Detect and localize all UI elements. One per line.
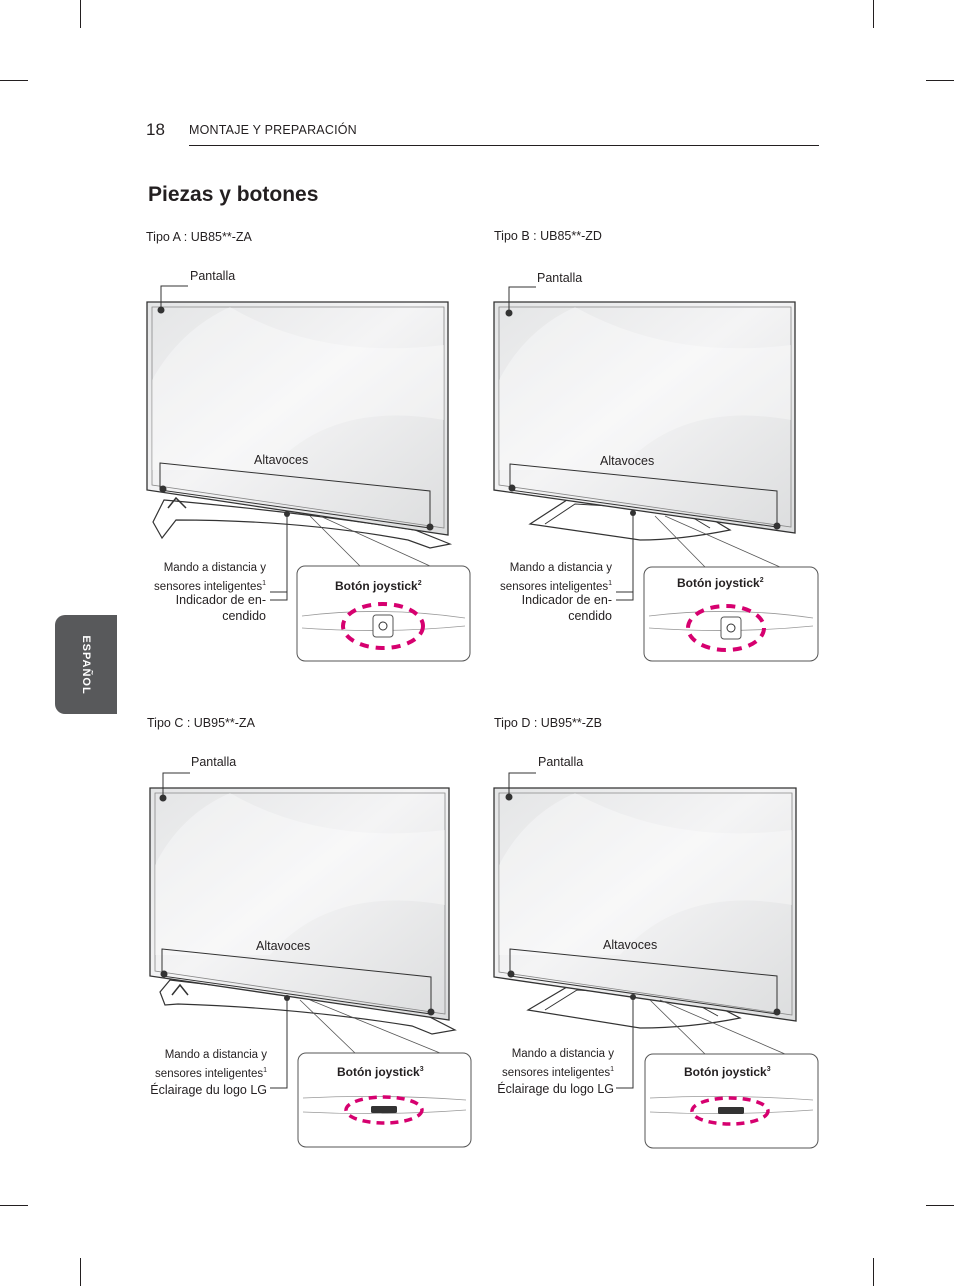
- language-tab-label: ESPAÑOL: [80, 634, 92, 695]
- power-indicator-label: Indicador de en- cendido: [175, 593, 266, 623]
- speakers-label: Altavoces: [254, 453, 309, 467]
- lg-logo-light-label: Éclairage du logo LG: [497, 1081, 614, 1096]
- screen-label: Pantalla: [190, 269, 236, 283]
- type-d-label: Tipo D : UB95**-ZB: [494, 716, 602, 730]
- screen-label: Pantalla: [191, 755, 237, 769]
- type-c-label: Tipo C : UB95**-ZA: [147, 716, 255, 730]
- speakers-label: Altavoces: [603, 938, 658, 952]
- speakers-label: Altavoces: [600, 454, 655, 468]
- remote-sensor-label: Mando a distancia y sensores inteligentes$^1$: [154, 562, 266, 593]
- section-title: MONTAJE Y PREPARACIÓN: [189, 123, 357, 137]
- power-indicator-label: Indicador de en- cendido: [521, 593, 612, 623]
- page-number: 18: [146, 120, 165, 139]
- screen-label: Pantalla: [537, 271, 583, 285]
- joystick-label: Botón joystick$^3$: [684, 1065, 771, 1079]
- joystick-label: Botón joystick$^2$: [335, 579, 422, 593]
- speakers-label: Altavoces: [256, 939, 311, 953]
- page-title: Piezas y botones: [148, 183, 319, 206]
- remote-sensor-label: Mando a distancia y sensores inteligentes$^1$: [500, 562, 612, 593]
- joystick-label: Botón joystick$^3$: [337, 1065, 424, 1079]
- lg-logo-light-label: Éclairage du logo LG: [150, 1082, 267, 1097]
- type-b-label: Tipo B : UB85**-ZD: [494, 229, 602, 243]
- remote-sensor-label: Mando a distancia y sensores inteligentes$^1$ Éclairage du logo LG: [466, 1046, 614, 1097]
- type-a-label: Tipo A : UB85**-ZA: [146, 230, 252, 244]
- joystick-label: Botón joystick$^2$: [677, 576, 764, 590]
- remote-sensor-label: Mando a distancia y sensores inteligentes$^1$ Éclairage du logo LG: [120, 1047, 267, 1098]
- screen-label: Pantalla: [538, 755, 584, 769]
